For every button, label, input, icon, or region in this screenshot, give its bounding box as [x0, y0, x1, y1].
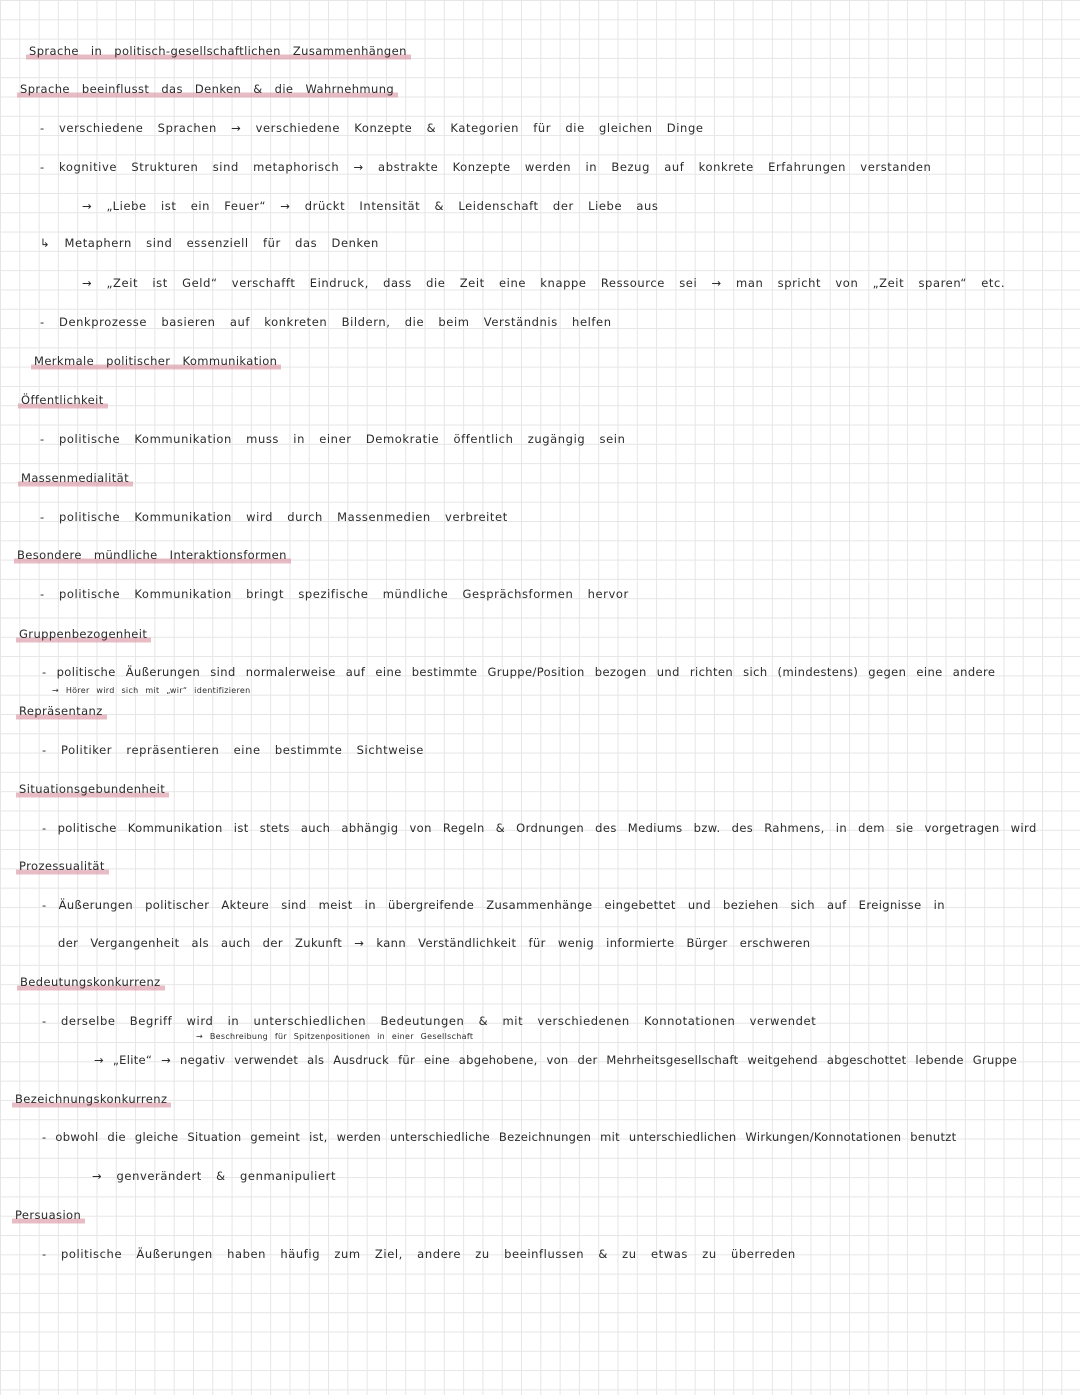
feature-heading: Repräsentanz	[16, 704, 107, 721]
note-line: - obwohl die gleiche Situation gemeint ist, werden unterschiedliche Bezeichnungen mit unterschiedlichen Wirkungen/Konnotationen benutzt	[42, 1130, 957, 1144]
note-line: - verschiedene Sprachen → verschiedene Konzepte & Kategorien für die gleichen Dinge	[40, 121, 704, 135]
note-line: - Politiker repräsentieren eine bestimmte Sichtweise	[42, 743, 424, 757]
section-heading-political-communication: Merkmale politischer Kommunikation	[31, 354, 281, 371]
note-line: → „Zeit ist Geld“ verschafft Eindruck, dass die Zeit eine knappe Ressource sei → man spricht von „Zeit sparen“ etc.	[82, 276, 1006, 290]
feature-heading: Öffentlichkeit	[18, 393, 108, 410]
feature-heading: Massenmedialität	[18, 471, 133, 488]
note-line: ↳ Metaphern sind essenziell für das Denken	[40, 236, 379, 250]
section-heading-language: Sprache beeinflusst das Denken & die Wahrnehmung	[17, 82, 398, 99]
note-line: - kognitive Strukturen sind metaphorisch → abstrakte Konzepte werden in Bezug auf konkrete Erfahrungen verstanden	[40, 160, 932, 174]
note-line: → genverändert & genmanipuliert	[92, 1169, 337, 1183]
note-line: - politische Äußerungen haben häufig zum Ziel, andere zu beeinflussen & zu etwas zu überreden	[42, 1247, 796, 1261]
note-line: → Hörer wird sich mit „wir“ identifizieren	[52, 686, 251, 695]
note-line: → Beschreibung für Spitzenpositionen in einer Gesellschaft	[196, 1032, 474, 1041]
page-title: Sprache in politisch-gesellschaftlichen Zusammenhängen	[26, 44, 411, 61]
note-line: - Äußerungen politischer Akteure sind meist in übergreifende Zusammenhänge eingebettet und beziehen sich auf Ereignisse in	[42, 898, 945, 912]
note-line: der Vergangenheit als auch der Zukunft → kann Verständlichkeit für wenig informierte Bürger erschweren	[58, 936, 811, 950]
note-line: - politische Äußerungen sind normalerweise auf eine bestimmte Gruppe/Position bezogen und richten sich (mindestens) gegen eine andere	[42, 665, 996, 679]
feature-heading: Situationsgebundenheit	[16, 782, 169, 799]
note-line: - politische Kommunikation ist stets auch abhängig von Regeln & Ordnungen des Mediums bzw. des Rahmens, in dem sie vorgetragen wird	[42, 821, 1037, 835]
feature-heading: Gruppenbezogenheit	[16, 627, 151, 644]
note-line: - politische Kommunikation wird durch Massenmedien verbreitet	[40, 510, 508, 524]
feature-heading: Bezeichnungskonkurrenz	[12, 1092, 171, 1109]
feature-heading: Besondere mündliche Interaktionsformen	[14, 548, 291, 565]
feature-heading: Persuasion	[12, 1208, 85, 1225]
note-line: - Denkprozesse basieren auf konkreten Bildern, die beim Verständnis helfen	[40, 315, 612, 329]
feature-heading: Prozessualität	[16, 859, 109, 876]
note-line: → „Elite“ → negativ verwendet als Ausdruck für eine abgehobene, von der Mehrheitsgesellschaft weitgehend abgeschottet lebende Gruppe	[94, 1053, 1018, 1067]
note-line: - politische Kommunikation muss in einer Demokratie öffentlich zugängig sein	[40, 432, 626, 446]
note-line: - derselbe Begriff wird in unterschiedlichen Bedeutungen & mit verschiedenen Konnotationen verwendet	[42, 1014, 817, 1028]
note-line: - politische Kommunikation bringt spezifische mündliche Gesprächsformen hervor	[40, 587, 629, 601]
note-line: → „Liebe ist ein Feuer“ → drückt Intensität & Leidenschaft der Liebe aus	[82, 199, 659, 213]
feature-heading: Bedeutungskonkurrenz	[17, 975, 165, 992]
